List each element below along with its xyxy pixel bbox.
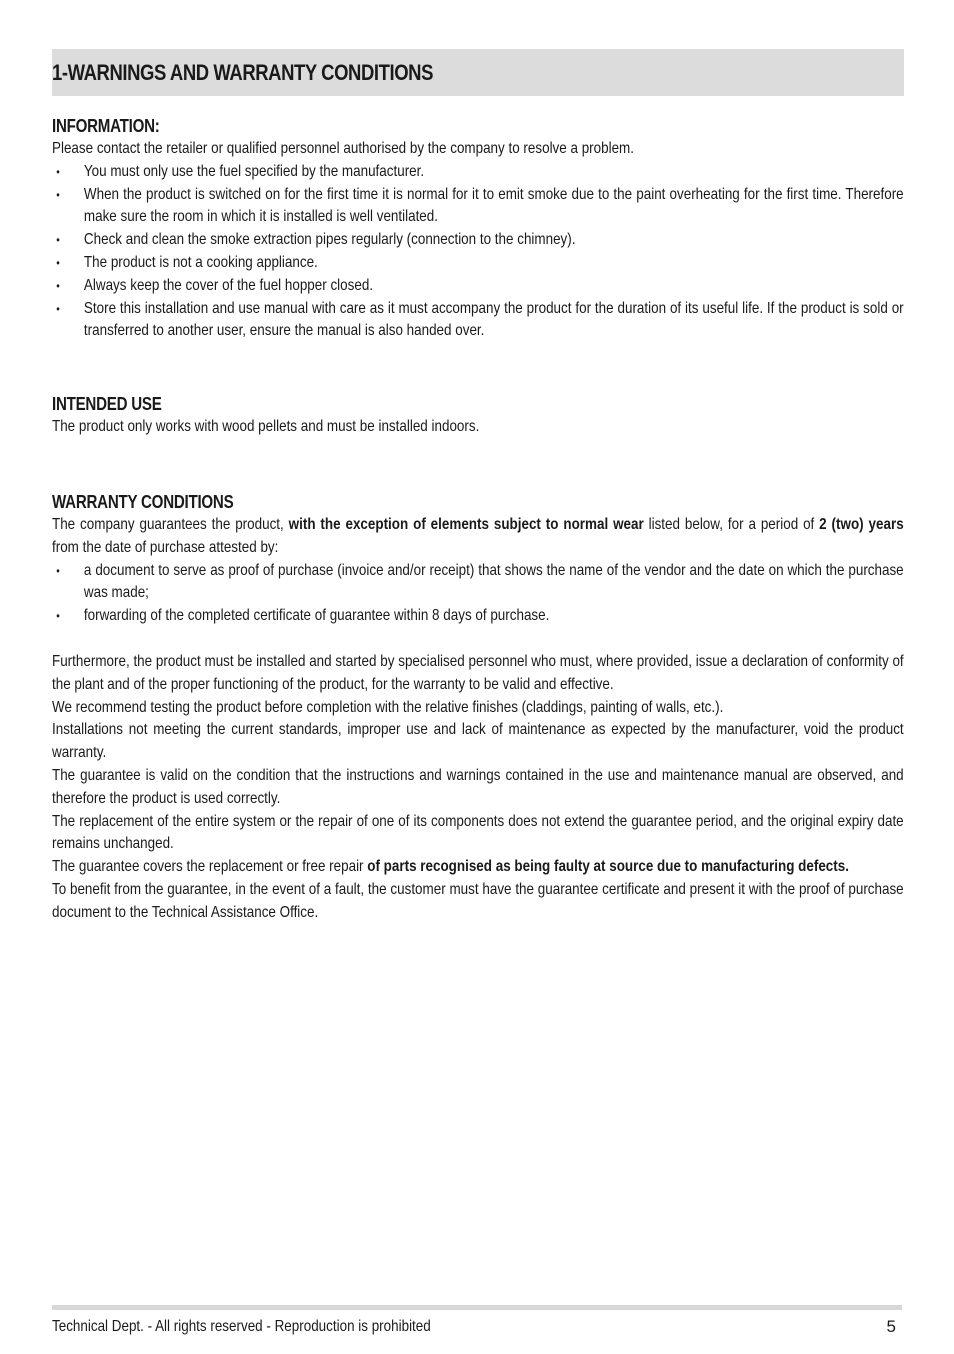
- warranty-paragraph-5: The guarantee is valid on the condition that the instructions and warnings contained in the use and maintenance manual are observed, and therefore the product is used correctly.: [52, 766, 904, 807]
- information-list: [52, 161, 904, 343]
- warranty-paragraph-7: The guarantee covers the replacement or free repair of parts recognised as being faulty at source due to manufacturing defects.: [52, 858, 849, 876]
- warranty-paragraph-4: Installations not meeting the current standards, improper use and lack of maintenance as expected by the manufacturer, void the product warranty.: [52, 721, 904, 762]
- intended-use-text: The product only works with wood pellets and must be installed indoors.: [52, 418, 480, 436]
- warranty-paragraph-8: To benefit from the guarantee, in the event of a fault, the customer must have the guarantee certificate and present it with the proof of purchase document to the Technical Assistance Office.: [52, 880, 904, 921]
- list-item: • Store this installation and use manual with care as it must accompany the product for the duration of its useful life. If the product is sold or transferred to another user, ensure the manual is also handed over.: [52, 298, 904, 344]
- warranty-paragraph-1: The company guarantees the product, with the exception of elements subject to normal wear listed below, for a period of 2 (two) years from the date of purchase attested by:: [52, 515, 904, 556]
- information-intro: Please contact the retailer or qualified personnel authorised by the company to resolve a problem.: [52, 140, 634, 157]
- list-item: • When the product is switched on for the first time it is normal for it to emit smoke due to the paint overheating for the first time. Therefore make sure the room in which it is installed is well ventilated.: [52, 184, 904, 230]
- warranty-section: [52, 491, 904, 925]
- list-item: • You must only use the fuel specified by the manufacturer.: [52, 161, 904, 184]
- intended-use-heading: INTENDED USE: [52, 394, 162, 415]
- warranty-heading: WARRANTY CONDITIONS: [52, 491, 234, 512]
- information-heading: INFORMATION:: [52, 116, 160, 136]
- section-title: 1-WARNINGS AND WARRANTY CONDITIONS: [52, 59, 433, 85]
- list-item: • forwarding of the completed certificate of guarantee within 8 days of purchase.: [52, 605, 904, 628]
- warranty-paragraph-3: We recommend testing the product before completion with the relative finishes (claddings, painting of walls, etc.).: [52, 698, 724, 716]
- information-section: [52, 115, 904, 343]
- warranty-paragraph-6: The replacement of the entire system or the repair of one of its components does not extend the guarantee period, and the original expiry date remains unchanged.: [52, 812, 904, 853]
- list-item: • Always keep the cover of the fuel hopper closed.: [52, 275, 904, 298]
- body-text: [52, 115, 904, 925]
- footer-text: Technical Dept. - All rights reserved - Reproduction is prohibited: [52, 1318, 431, 1335]
- footer-divider: [52, 1305, 902, 1310]
- list-item: • a document to serve as proof of purchase (invoice and/or receipt) that shows the name of the vendor and the date on which the purchase was made;: [52, 560, 904, 606]
- list-item: • The product is not a cooking appliance.: [52, 252, 904, 275]
- warranty-list: [52, 560, 904, 628]
- page-content: [52, 49, 904, 925]
- intended-use-section: [52, 393, 904, 439]
- warranty-paragraph-2: Furthermore, the product must be installed and started by specialised personnel who must, where provided, issue a declaration of conformity of the plant and of the proper functioning of the product, for the warranty to be valid and effective.: [52, 652, 904, 693]
- list-item: • Check and clean the smoke extraction pipes regularly (connection to the chimney).: [52, 229, 904, 252]
- section-title-bar: [52, 49, 904, 96]
- page-number: 5: [886, 1317, 896, 1336]
